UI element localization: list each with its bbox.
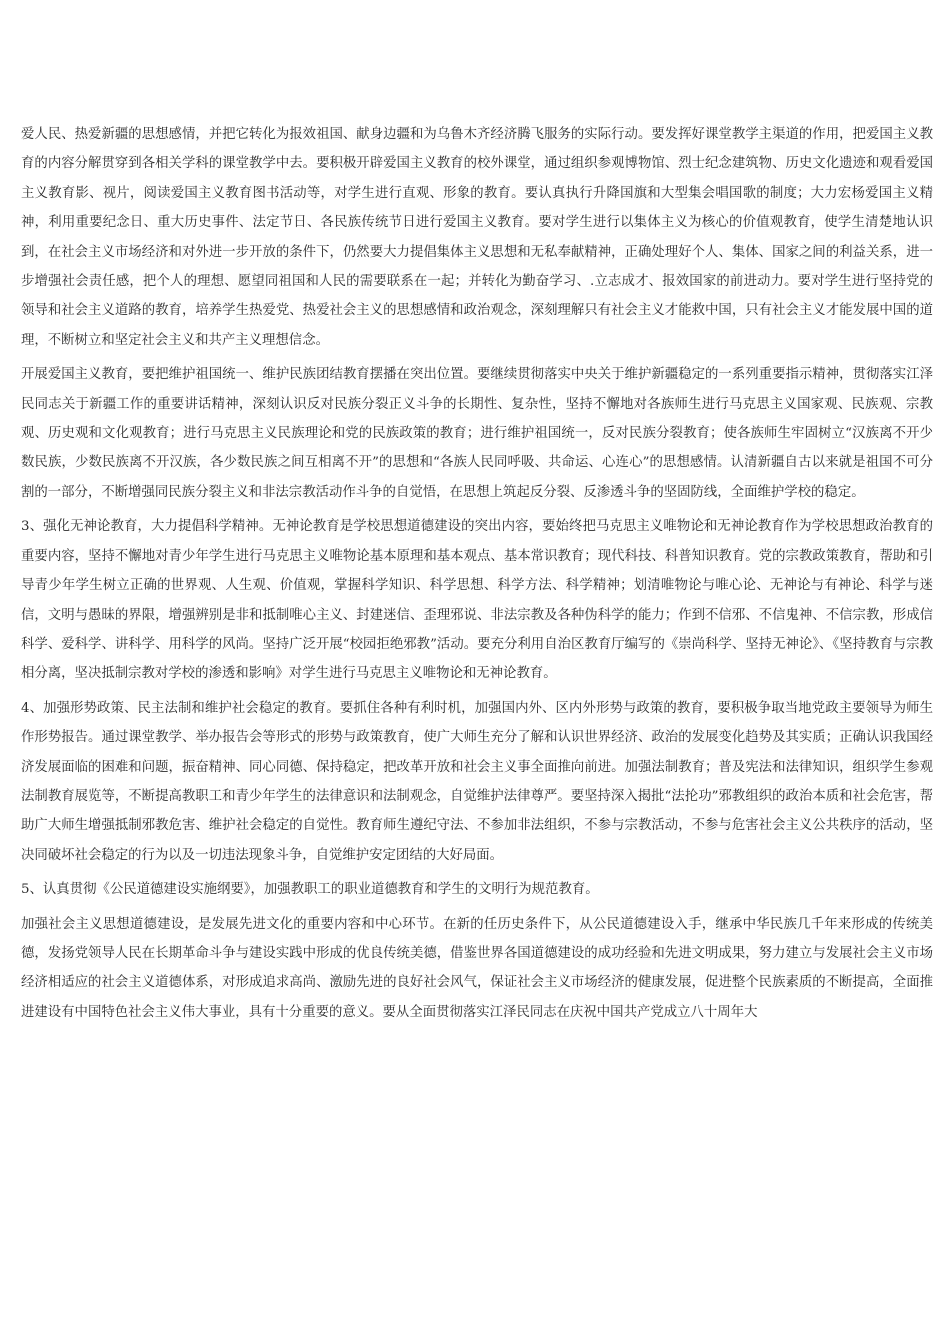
paragraph-moral-construction: 加强社会主义思想道德建设，是发展先进文化的重要内容和中心环节。在新的任历史条件下，从公民道德建设入手，继承中华民族几千年来形成的传统美德，发扬党领导人民在长期革命斗争与建设实践中形成的优良传统美德，借鉴世界各国道德建设的成功经验和先进文明成果，努力建立与发展社会主义市场经济相适应的社会主义道德体系，对形成追求高尚、激励先进的良好社会风气，保证社会主义市场经济的健康发展，促进整个民族素质的不断提高，全面推进建设有中国特色社会主义伟大事业，具有十分重要的意义。要从全面贯彻落实江泽民同志在庆祝中国共产党成立八十周年大 — [21, 916, 933, 1020]
paragraph-atheism-education: 3、强化无神论教育，大力提倡科学精神。无神论教育是学校思想道德建设的突出内容，要始终把马克思主义唯物论和无神论教育作为学校思想政治教育的重要内容，坚持不懈地对青少年学生进行马克思主义唯物论基本原理和基本观点、基本常识教育；现代科技、科普知识教育。党的宗教政策教育，帮助和引导青少年学生树立正确的世界观、人生观、价值观，掌握科学知识、科学思想、科学方法、科学精神；划清唯物论与唯心论、无神论与有神论、科学与迷信，文明与愚昧的界限，增强辨别是非和抵制唯心主义、封建迷信、歪理邪说、非法宗教及各种伪科学的能力；作到不信邪、不信鬼神、不信宗教，形成信科学、爱科学、讲科学、用科学的风尚。坚持广泛开展“校园拒绝邪教”活动。要充分利用自治区教育厅编写的《崇尚科学、坚持无神论》、《坚持教育与宗教相分离，坚决抵制宗教对学校的渗透和影响》对学生进行马克思主义唯物论和无神论教育。 — [21, 519, 933, 682]
paragraph-civic-morality-heading: 5、认真贯彻《公民道德建设实施纲要》，加强教职工的职业道德教育和学生的文明行为规范教育。 — [21, 882, 599, 898]
paragraph-policy-legal-education: 4、加强形势政策、民主法制和维护社会稳定的教育。要抓住各种有利时机，加强国内外、区内外形势与政策的教育，要积极争取当地党政主要领导为师生作形势报告。通过课堂教学、举办报告会等形式的形势与政策教育，使广大师生充分了解和认识世界经济、政治的发展变化趋势及其实质；正确认识我国经济发展面临的困难和问题，振奋精神、同心同德、保持稳定，把改革开放和社会主义事全面推向前进。加强法制教育；普及宪法和法律知识，组织学生参观法制教育展览等，不断提高教职工和青少年学生的法律意识和法制观念，自觉维护法律尊严。要坚持深入揭批“法抡功”邪教组织的政治本质和社会危害，帮助广大师生增强抵制邪教危害、维护社会稳定的自觉性。教育师生遵纪守法、不参加非法组织，不参与宗教活动，不参与危害社会主义公共秩序的活动，坚决同破坏社会稳定的行为以及一切违法现象斗争，自觉维护安定团结的大好局面。 — [21, 700, 933, 863]
paragraph-patriotism-values: 爱人民、热爱新疆的思想感情，并把它转化为报效祖国、献身边疆和为乌鲁木齐经济腾飞服务的实际行动。要发挥好课堂教学主渠道的作用，把爱国主义教育的内容分解贯穿到各相关学科的课堂教学中去。要积极开辟爱国主义教育的校外课堂，通过组织参观博物馆、烈士纪念建筑物、历史文化遗迹和观看爱国主义教育影、视片，阅读爱国主义教育图书活动等，对学生进行直观、形象的教育。要认真执行升降国旗和大型集会唱国歌的制度；大力宏杨爱国主义精神，利用重要纪念日、重大历史事件、法定节日、各民族传统节日进行爱国主义教育。要对学生进行以集体主义为核心的价值观教育，使学生清楚地认识到，在社会主义市场经济和对外进一步开放的条件下，仍然要大力提倡集体主义思想和无私奉献精神，正确处理好个人、集体、国家之间的利益关系，进一步增强社会责任感，把个人的理想、愿望同祖国和人民的需要联系在一起；并转化为勤奋学习、.立志成才、报效国家的前进动力。要对学生进行坚持党的领导和社会主义道路的教育，培养学生热爱党、热爱社会主义的思想感情和政治观念，深刻理解只有社会主义才能救中国，只有社会主义才能发展中国的道理，不断树立和坚定社会主义和共产主义理想信念。 — [21, 127, 933, 348]
document-body — [21, 120, 933, 1027]
paragraph-national-unity: 开展爱国主义教育，要把维护祖国统一、维护民族团结教育摆播在突出位置。要继续贯彻落实中央关于维护新疆稳定的一系列重要指示精神，贯彻落实江泽民同志关于新疆工作的重要讲话精神，深刻认识反对民族分裂正义斗争的长期性、复杂性，坚持不懈地对各族师生进行马克思主义国家观、民族观、宗教观、历史观和文化观教育；进行马克思主义民族理论和党的民族政策的教育；进行维护祖国统一，反对民族分裂教育；使各族师生牢固树立“汉族离不开少数民族，少数民族离不开汉族，各少数民族之间互相离不开”的思想和“各族人民同呼吸、共命运、心连心”的思想感情。认清新疆自古以来就是祖国不可分割的一部分，不断增强同民族分裂主义和非法宗教活动作斗争的自觉悟，在思想上筑起反分裂、反渗透斗争的坚固防线，全面维护学校的稳定。 — [21, 367, 933, 500]
